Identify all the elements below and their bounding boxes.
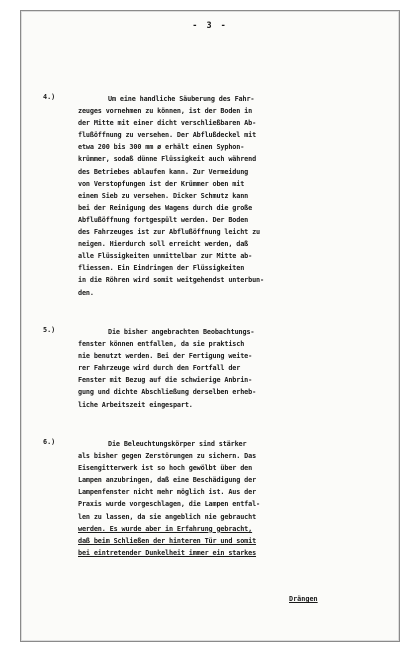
text-line: alle Flüssigkeiten unmittelbar zur Mitte ab- [78, 252, 253, 261]
text-line: Eisengitterwerk ist so hoch gewölbt über den [78, 464, 253, 473]
text-line: Die Beleuchtungskörper sind stärker [108, 440, 247, 448]
underlined-text-line: werden. Es wurde aber in Erfahrung gebracht, [78, 524, 253, 533]
text-line: Fenster mit Bezug auf die schwierige Anbrin- [78, 376, 253, 385]
continuation-word: Drängen [289, 595, 318, 603]
section-text [78, 438, 374, 559]
text-line: etwa 200 bis 300 mm ø erhält einen Syphon- [78, 143, 245, 152]
text-line: in die Röhren wird somit weitgehendst unterbun- [78, 276, 264, 285]
text-line: Um eine handliche Säuberung des Fahr- [108, 95, 255, 103]
text-line: len zu lassen, da sie angeblich nie gebraucht [78, 512, 257, 521]
text-line: fliessen. Ein Eindringen der Flüssigkeiten [78, 264, 245, 273]
underlined-text-line: bei eintretender Dunkelheit immer ein starkes [78, 548, 257, 557]
text-line: des Betriebes ablaufen kann. Zur Vermeidung [78, 167, 249, 176]
text-line: neigen. Hierdurch soll erreicht werden, daß [78, 240, 249, 249]
underlined-text-line: daß beim Schließen der hinteren Tür und somit [78, 536, 257, 545]
text-line: krümmer, sodaß dünne Flüssigkeit auch während [78, 155, 257, 164]
text-line: gung und dichte Abschließung derselben erheb- [78, 388, 257, 397]
text-line: Lampen anzubringen, daß eine Beschädigung der [78, 476, 257, 485]
text-line: flußöffnung zu versehen. Der Abflußdeckel mit [78, 131, 257, 140]
section-text [78, 326, 374, 411]
text-line: des Fahrzeuges ist zur Abflußöffnung leicht zu [78, 228, 260, 237]
text-line: den. [78, 288, 94, 297]
text-line: als bisher gegen Zerstörungen zu sichern. Das [78, 452, 257, 461]
document-page [20, 10, 400, 642]
page-number: - 3 - [192, 21, 228, 31]
text-line: einem Sieb zu versehen. Dicker Schmutz kann [78, 191, 249, 200]
text-line: Praxis wurde vorgeschlagen, die Lampen entfal- [78, 500, 260, 509]
section-number: 4.) [43, 93, 56, 101]
text-line: liche Arbeitszeit eingespart. [78, 400, 193, 409]
text-line: Abflußöffnung fortgespült werden. Der Boden [78, 215, 249, 224]
section-text [78, 93, 374, 299]
section-number: 5.) [43, 326, 56, 334]
section-number: 6.) [43, 438, 56, 446]
text-line: fenster können entfallen, da sie praktisch [78, 340, 245, 349]
text-line: von Verstopfungen ist der Krümmer oben mit [78, 179, 245, 188]
text-line: Die bisher angebrachten Beobachtungs- [108, 328, 255, 336]
text-line: Lampenfenster nicht mehr möglich ist. Aus der [78, 488, 257, 497]
text-line: zeuges vornehmen zu können, ist der Boden in [78, 107, 253, 116]
text-line: der Mitte mit einer dicht verschließbaren Ab- [78, 119, 257, 128]
text-line: bei der Reinigung des Wagens durch die große [78, 203, 253, 212]
text-line: nie benutzt werden. Bei der Fertigung weite- [78, 352, 253, 361]
text-line: rer Fahrzeuge wird durch den Fortfall der [78, 364, 241, 373]
